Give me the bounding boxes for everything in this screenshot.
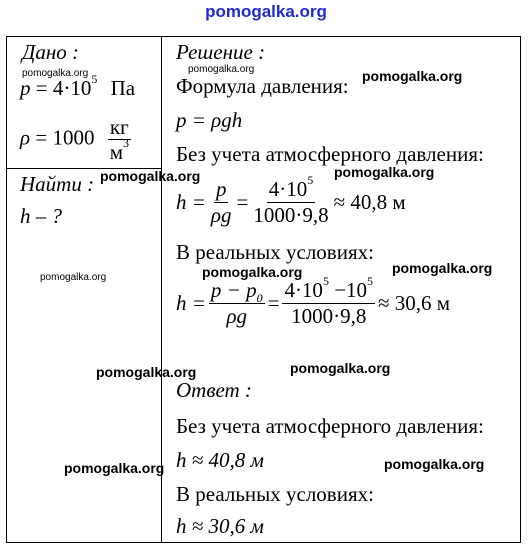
given-density: ρ = 1000 $\frac{кг}{м^3}$: [20, 115, 129, 165]
answer-real-value: h ≈ 30,6 м: [176, 514, 264, 538]
given-pressure: $p = 4\cdot 10^5$ Па: [20, 72, 136, 100]
watermark: pomogalka.org: [202, 264, 303, 280]
watermark: pomogalka.org: [22, 68, 89, 79]
height-equation-2: h = $\frac{p - p_0}{\rho g}$ = $\frac{4\cdot 10^5 -10^5}{1000\cdot 9,8}$ ≈ 30,6 м: [176, 274, 451, 328]
watermark: pomogalka.org: [64, 460, 165, 476]
watermark: pomogalka.org: [40, 272, 107, 283]
formula-heading: Формула давления:: [176, 74, 349, 98]
solution-title: Решение :: [176, 40, 266, 64]
watermark: pomogalka.org: [392, 260, 493, 276]
watermark: pomogalka.org: [188, 64, 255, 75]
answer-real-heading: В реальных условиях:: [176, 482, 374, 506]
height-equation-1: h = $\frac{p}{\rho g}$ = $\frac{4\cdot 10^5}{1000\cdot 9,8}$ ≈ 40,8 м: [176, 173, 406, 227]
watermark: pomogalka.org: [362, 68, 463, 84]
answer-no-atm-value: h ≈ 40,8 м: [176, 448, 264, 472]
answer-no-atm-heading: Без учета атмосферного давления:: [176, 414, 484, 438]
no-atm-heading: Без учета атмосферного давления:: [176, 142, 484, 166]
watermark: pomogalka.org: [290, 360, 391, 376]
given-title: Дано :: [22, 40, 80, 64]
watermark: pomogalka.org: [334, 164, 435, 180]
answer-title: Ответ :: [176, 378, 252, 402]
watermark: pomogalka.org: [100, 168, 201, 184]
find-unknown: h – ?: [20, 204, 62, 228]
pressure-formula: p = ρgh: [176, 108, 243, 132]
watermark: pomogalka.org: [96, 364, 197, 380]
find-title: Найти :: [20, 172, 95, 196]
site-header[interactable]: pomogalka.org: [205, 2, 327, 21]
real-conditions-heading: В реальных условиях:: [176, 240, 374, 264]
watermark: pomogalka.org: [384, 456, 485, 472]
